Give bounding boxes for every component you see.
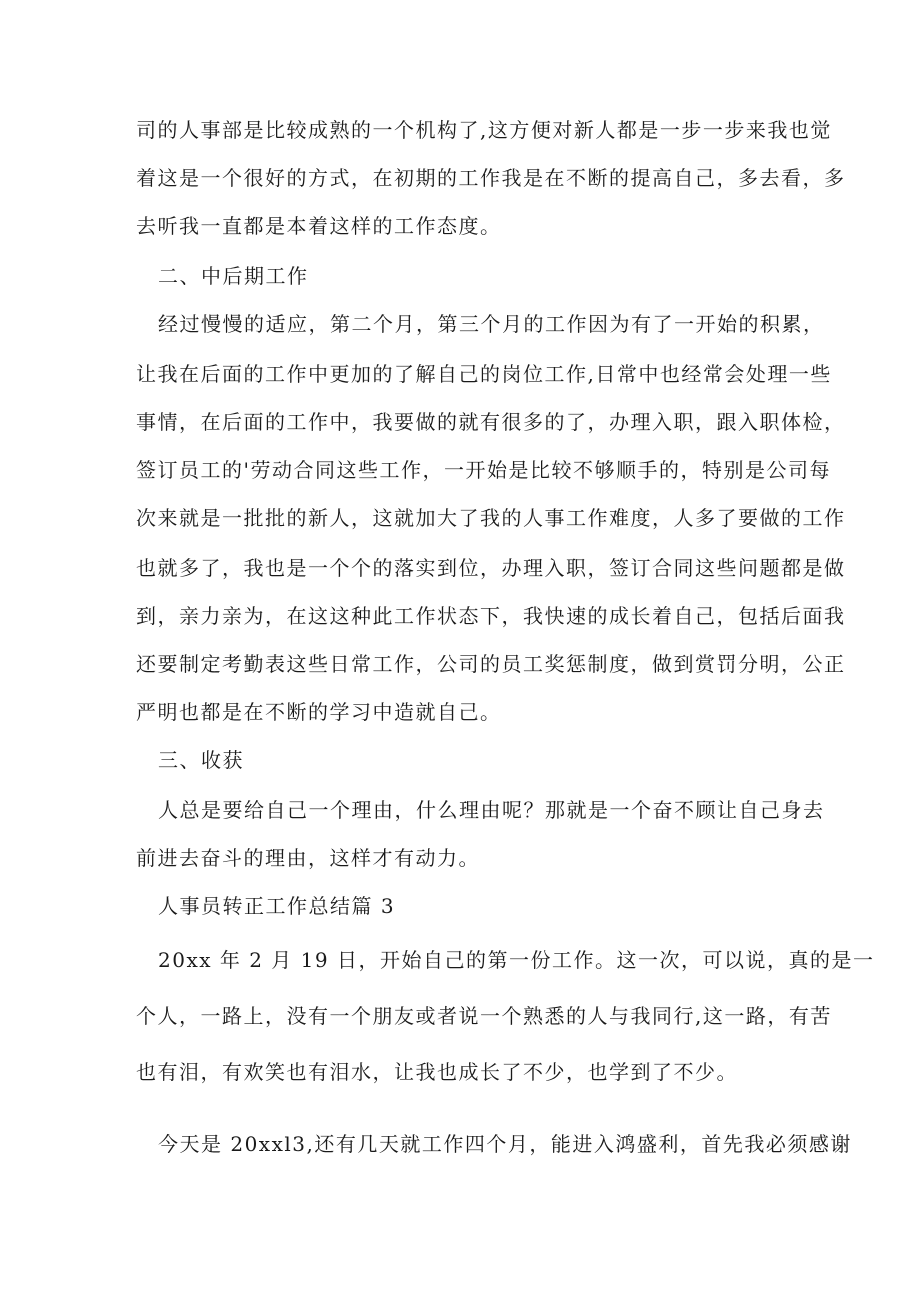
paragraph-line: 让我在后面的工作中更加的了解自己的岗位工作,日常中也经常会处理一些: [136, 362, 832, 386]
paragraph-line: 经过慢慢的适应，第二个月，第三个月的工作因为有了一开始的积累，: [158, 312, 825, 336]
paragraph-line: 到，亲力亲为，在这这种此工作状态下，我快速的成长着自己，包括后面我: [136, 604, 846, 628]
paragraph-line: 签订员工的'劳动合同这些工作，一开始是比较不够顺手的，特别是公司每: [136, 458, 831, 482]
paragraph-line: 严明也都是在不断的学习中造就自己。: [136, 700, 502, 724]
paragraph-line: 也有泪，有欢笑也有泪水，让我也成长了不少，也学到了不少。: [136, 1060, 738, 1084]
paragraph-line: 次来就是一批批的新人，这就加大了我的人事工作难度，人多了要做的工作: [136, 506, 846, 530]
paragraph-line: 着这是一个很好的方式，在初期的工作我是在不断的提高自己，多去看，多: [136, 166, 846, 190]
paragraph-line: 人总是要给自己一个理由，什么理由呢？那就是一个奋不顾让自己身去: [158, 798, 825, 822]
paragraph-line: 今天是 20xxl3,还有几天就工作四个月，能进入鸿盛利，首先我必须感谢: [158, 1132, 852, 1156]
paragraph-line: 还要制定考勤表这些日常工作，公司的员工奖惩制度，做到赏罚分明，公正: [136, 652, 846, 676]
paragraph-line: 事情，在后面的工作中，我要做的就有很多的了，办理入职，跟入职体检，: [136, 410, 846, 434]
paragraph-line: 也就多了，我也是一个个的落实到位，办理入职，签订合同这些问题都是做: [136, 556, 846, 580]
paragraph-line: 个人，一路上，没有一个朋友或者说一个熟悉的人与我同行,这一路，有苦: [136, 1004, 832, 1028]
paragraph-line: 司的人事部是比较成熟的一个机构了,这方便对新人都是一步一步来我也觉: [136, 118, 832, 142]
section-heading: 二、中后期工作: [158, 264, 309, 288]
paragraph-line: 去听我一直都是本着这样的工作态度。: [136, 214, 502, 238]
article-title: 人事员转正工作总结篇 3: [158, 894, 396, 918]
paragraph-line: 20xx 年 2 月 19 日，开始自己的第一份工作。这一次，可以说，真的是一: [158, 948, 875, 972]
paragraph-line: 前进去奋斗的理由，这样才有动力。: [136, 846, 480, 870]
section-heading: 三、收获: [158, 748, 244, 772]
